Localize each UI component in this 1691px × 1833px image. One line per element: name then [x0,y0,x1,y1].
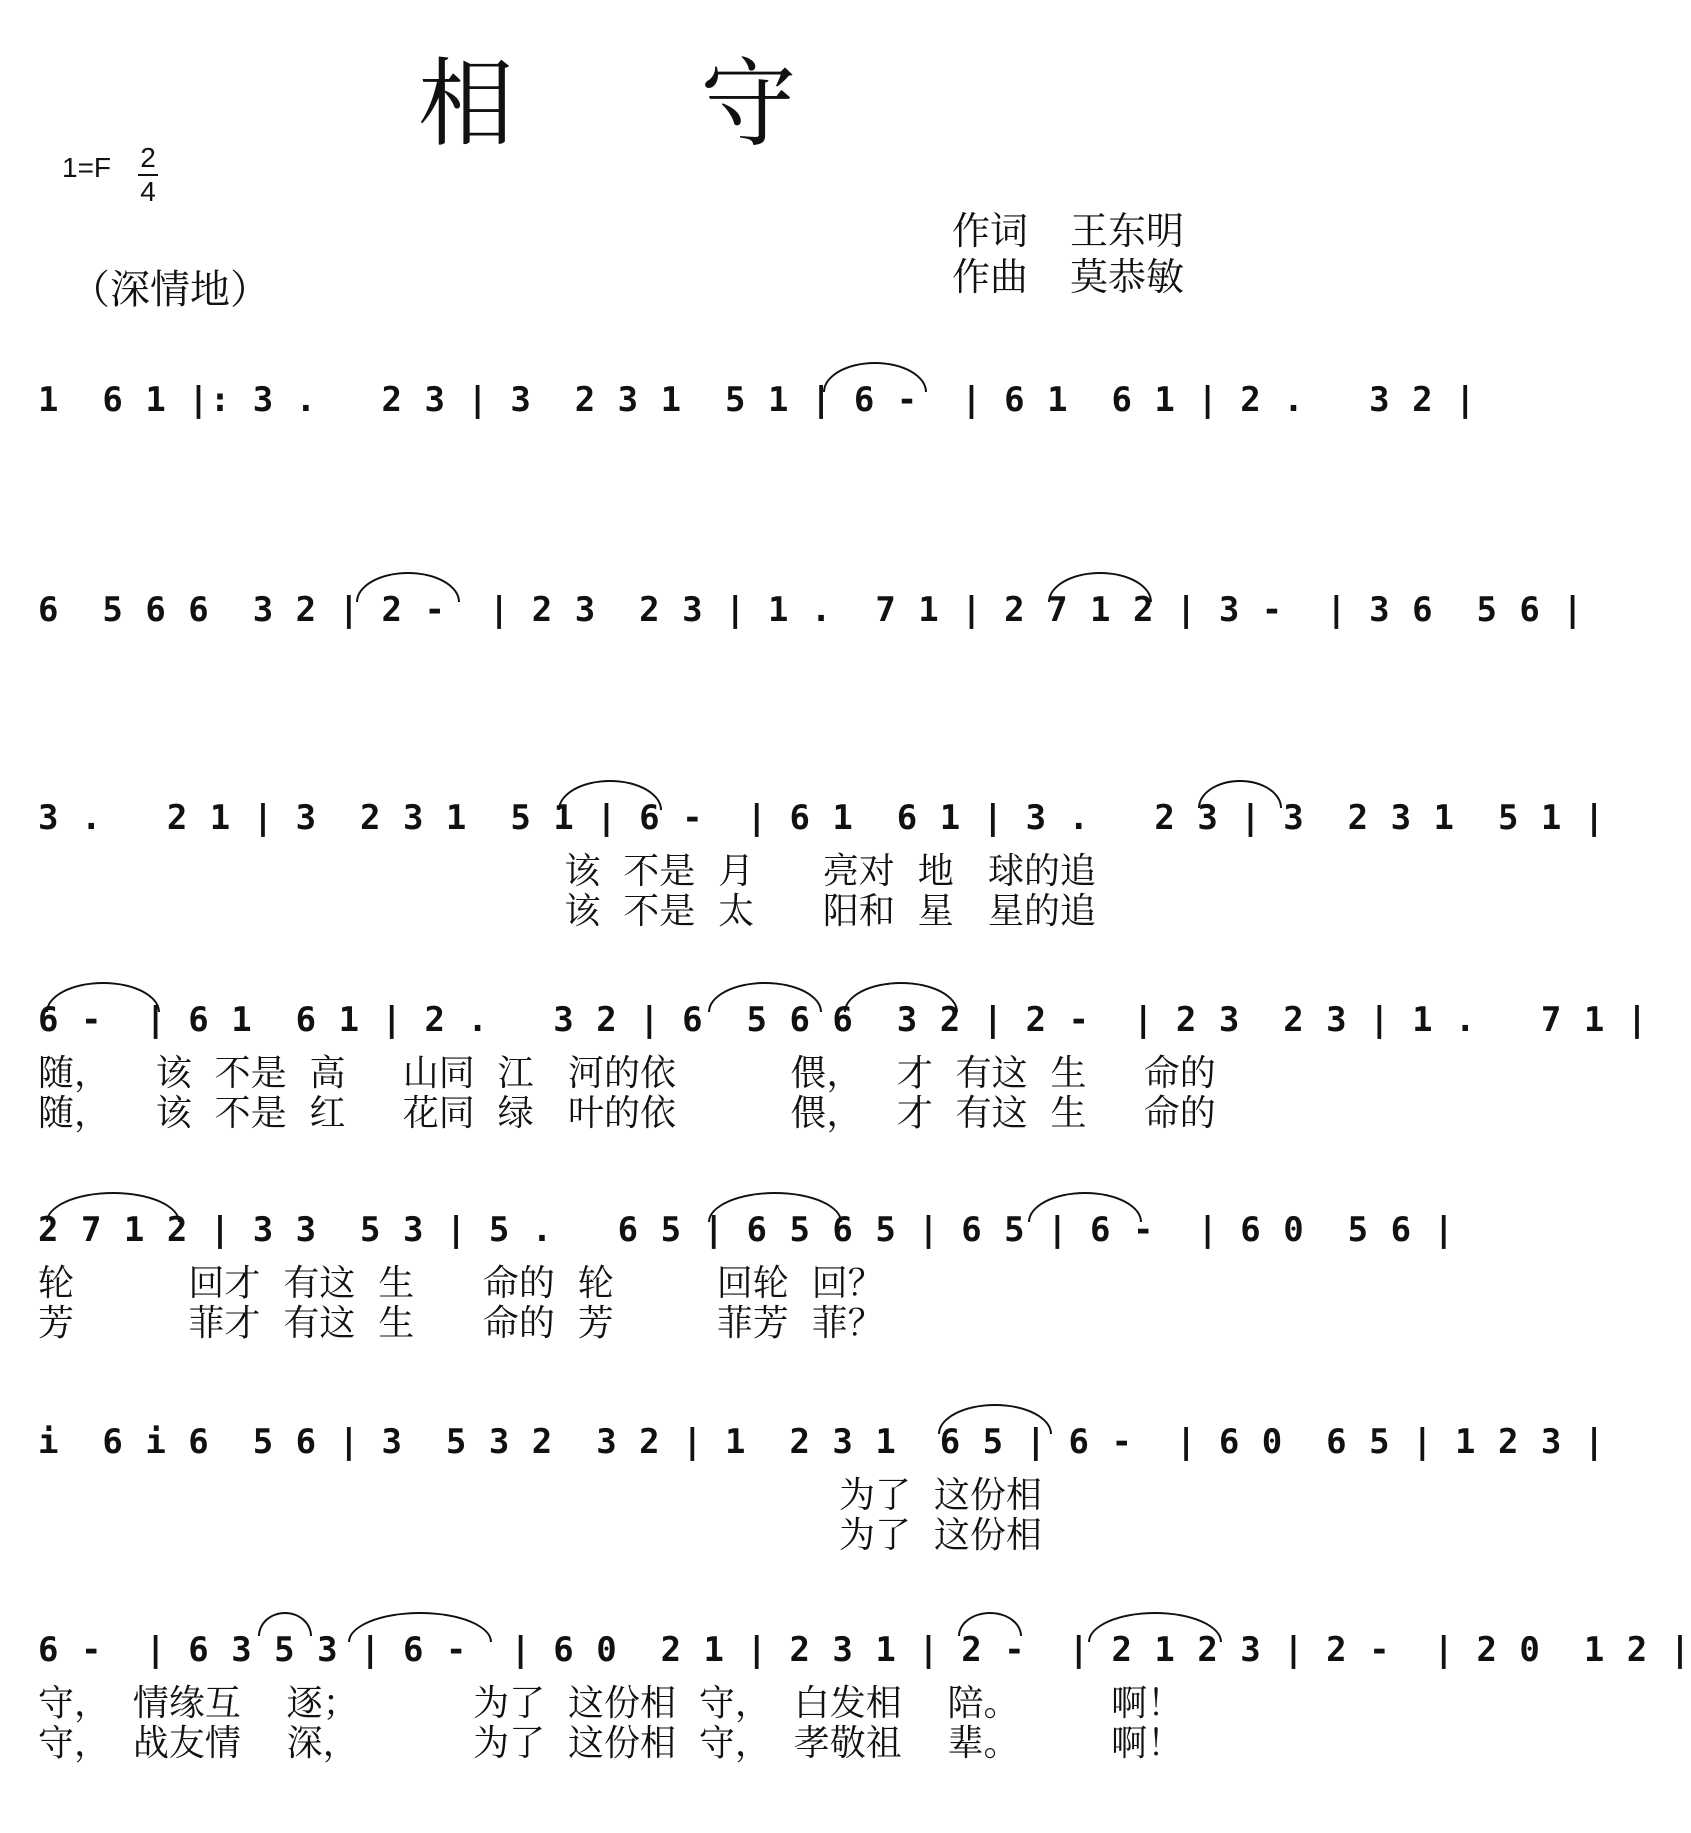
lyric-line-1: 该 不是 月 亮对 地 球的追 [38,851,1097,892]
lyric-line-1: 守， 情缘互 逐； 为了 这份相 守， 白发相 陪。 啊！ [38,1683,1184,1724]
slur [958,1612,1022,1636]
composer-role: 作曲 [952,255,1029,299]
notation-line: 1 6 1 |: 3 . 2 3 | 3 2 3 1 5 1 | 6 - | 6 1 6 1 | 2 . 3 2 | [38,380,1477,420]
key-signature: 1=F [62,152,112,183]
notation-system-3 [38,788,1606,932]
notation-system-6 [38,1412,1606,1556]
slur [356,572,460,602]
notation-system-7 [38,1620,1691,1764]
slur [823,362,927,392]
time-signature [138,142,158,208]
composer-credit [952,246,1184,301]
expression-marking: （深情地） [70,267,270,313]
slur [348,1612,492,1642]
lyric-line-1: 随， 该 不是 高 山同 江 河的依 偎， 才 有这 生 命的 [38,1053,1216,1094]
notation-line: 6 - | 6 3 5 3 | 6 - | 6 0 2 1 | 2 3 1 | 2 - | 2 1 2 3 | 2 - | 2 0 1 2 | [38,1630,1691,1670]
lyric-line-2: 守， 战友情 深， 为了 这份相 守， 孝敬祖 辈。 啊！ [38,1723,1184,1764]
slur [1198,780,1282,808]
slur [46,982,160,1012]
notation-system-5 [38,1200,1456,1344]
slur [258,1612,312,1636]
notation-system-1 [38,370,1477,430]
notation-system-2 [38,580,1584,640]
slur [708,982,822,1012]
notation-line: 3 . 2 1 | 3 2 3 1 5 1 | 6 - | 6 1 6 1 | 3 . 2 3 | 3 2 3 1 5 1 | [38,798,1606,838]
lyric-line-1: 轮 回才 有这 生 命的 轮 回轮 回？ [38,1263,884,1304]
lyricist-name: 王东明 [1070,209,1185,253]
time-signature-bottom: 4 [140,176,156,207]
composer-name: 莫恭敏 [1070,255,1185,299]
lyric-line-1: 为了 这份相 [38,1475,1042,1516]
lyric-line-2: 芳 菲才 有这 生 命的 芳 菲芳 菲？ [38,1303,884,1344]
slur [558,780,662,810]
notation-line: 6 5 6 6 3 2 | 2 - | 2 3 2 3 | 1 . 7 1 | 2 7 1 2 | 3 - | 3 6 5 6 | [38,590,1584,630]
lyricist-role: 作词 [952,209,1029,253]
notation-system-4 [38,990,1649,1134]
slur [1048,572,1152,602]
slur [1028,1192,1142,1222]
time-signature-top: 2 [140,142,156,173]
notation-line: 6 - | 6 1 6 1 | 2 . 3 2 | 6 5 6 6 3 2 | 2 - | 2 3 2 3 | 1 . 7 1 | [38,1000,1649,1040]
notation-line: i 6 i 6 5 6 | 3 5 3 2 3 2 | 1 2 3 1 6 5 | 6 - | 6 0 6 5 | 1 2 3 | [38,1422,1606,1462]
lyric-line-2: 随， 该 不是 红 花同 绿 叶的依 偎， 才 有这 生 命的 [38,1093,1216,1134]
slur [844,982,958,1012]
slur [708,1192,842,1222]
lyric-line-2: 该 不是 太 阳和 星 星的追 [38,891,1097,932]
song-title: 相 守 [418,48,875,160]
slur [1088,1612,1222,1642]
lyric-line-2: 为了 这份相 [38,1515,1042,1556]
slur [938,1404,1052,1434]
notation-line: 2 7 1 2 | 3 3 5 3 | 5 . 6 5 | 6 5 6 5 | 6 5 | 6 - | 6 0 5 6 | [38,1210,1456,1250]
slur [46,1192,180,1222]
